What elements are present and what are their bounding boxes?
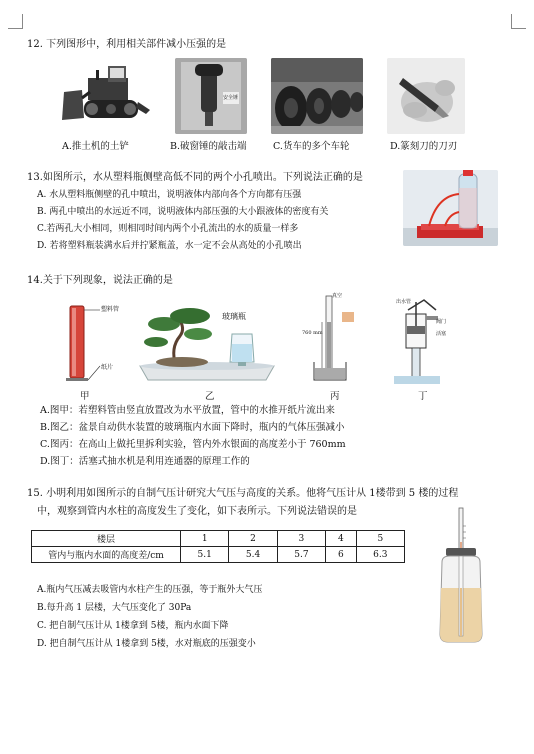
bottle-water-jet-image xyxy=(403,170,498,246)
table-row xyxy=(32,547,405,563)
bonsai-bottle-figure xyxy=(134,300,282,386)
q14-option-b: B.图乙：盆景自动供水装置的玻璃瓶内水面下降时，瓶内的气体压强减小 xyxy=(40,422,345,433)
q12-option-d: D.篆刻刀的刀刃 xyxy=(390,141,458,152)
paper-label: 纸片 xyxy=(101,364,114,371)
outlet-label: 出水管 xyxy=(396,299,412,305)
table-cell: 3 xyxy=(277,531,325,547)
q13-option-a: A. 水从塑料瓶侧壁的孔中喷出，说明液体内部向各个方向都有压强 xyxy=(37,190,302,200)
q14-caption-jia: 甲 xyxy=(80,391,90,402)
q13-option-d: D. 若将塑料瓶装满水后并拧紧瓶盖，水一定不会从高处的小孔喷出 xyxy=(37,241,302,251)
vacuum-label: 真空 xyxy=(332,293,343,299)
carving-knife-image xyxy=(387,58,465,134)
q14-option-c: C.图丙：在高山上做托里拆利实验，管内外水银面的高度差小于 760mm xyxy=(40,439,346,450)
q14-caption-ding: 丁 xyxy=(418,391,428,402)
q14-caption-yi: 乙 xyxy=(205,391,215,402)
window-hammer-image xyxy=(175,58,247,134)
table-header-floor: 楼层 xyxy=(32,531,181,547)
q15-option-d: D. 把自制气压计从 1楼拿到 5楼，水对瓶底的压强变小 xyxy=(37,639,256,649)
glass-bottle-label: 玻璃瓶 xyxy=(222,312,246,321)
corner-mark-right xyxy=(511,14,526,29)
q12-option-a: A.推土机的土铲 xyxy=(62,141,129,152)
hammer-sticker-label: 安全锤 xyxy=(223,95,239,101)
q14-option-a: A.图甲：若塑料管由竖直放置改为水平放置，管中的水推开纸片流出来 xyxy=(40,405,335,416)
q15-option-b: B.每升高 1 层楼，大气压变化了 30Pa xyxy=(37,603,192,613)
torricelli-figure xyxy=(306,292,366,386)
q15-stem-line1: 15. 小明利用如图所示的自制气压计研究大气压与高度的关系。他将气压计从 1楼带到 5 楼的过程 xyxy=(27,488,459,499)
table-cell: 6 xyxy=(326,547,357,563)
q14-option-d: D.图丁：活塞式抽水机是利用连通器的原理工作的 xyxy=(40,456,250,467)
table-cell: 5.7 xyxy=(277,547,325,563)
bulldozer-image xyxy=(58,58,158,134)
piston-label: 活塞 xyxy=(436,331,447,337)
q12-stem: 12. 下列图形中，利用相关部件减小压强的是 xyxy=(27,39,227,50)
altitude-table xyxy=(31,530,405,563)
q15-option-a: A.瓶内气压减去吸管内水柱产生的压强，等于瓶外大气压 xyxy=(37,585,263,595)
plastic-tube-label: 塑料管 xyxy=(101,306,120,313)
q13-stem: 13.如图所示，水从塑料瓶侧壁高低不同的两个小孔喷出。下列说法正确的是 xyxy=(27,172,363,183)
q13-option-c: C.若两孔大小相同，则相同时间内两个小孔流出的水的质量一样多 xyxy=(37,224,299,234)
valve-label: 阀门 xyxy=(436,319,447,325)
table-row xyxy=(32,531,405,547)
table-cell: 5.1 xyxy=(181,547,229,563)
truck-wheels-image xyxy=(271,58,363,134)
table-cell: 4 xyxy=(326,531,357,547)
q14-stem: 14.关于下列现象，说法正确的是 xyxy=(27,275,173,286)
table-cell: 5.4 xyxy=(229,547,277,563)
q12-option-b: B.破窗锤的敲击端 xyxy=(170,141,247,152)
table-cell: 5 xyxy=(356,531,404,547)
table-cell: 1 xyxy=(181,531,229,547)
mm-label: 760 mm xyxy=(302,330,323,336)
corner-mark-left xyxy=(8,14,23,29)
q12-option-c: C.货车的多个车轮 xyxy=(273,141,350,152)
barometer-bottle-figure xyxy=(428,506,494,646)
q15-option-c: C. 把自制气压计从 1楼拿到 5楼，瓶内水面下降 xyxy=(37,621,229,631)
table-cell: 2 xyxy=(229,531,277,547)
table-cell: 6.3 xyxy=(356,547,404,563)
q15-stem-line2: 中，观察到管内水柱的高度发生了变化，如下表所示。下列说法错误的是 xyxy=(37,506,357,517)
table-header-height: 管内与瓶内水面的高度差/cm xyxy=(32,547,181,563)
piston-pump-figure xyxy=(388,296,458,386)
q13-option-b: B. 两孔中喷出的水远近不同，说明液体内部压强的大小跟液体的密度有关 xyxy=(37,207,329,217)
q14-caption-bing: 丙 xyxy=(330,391,340,402)
